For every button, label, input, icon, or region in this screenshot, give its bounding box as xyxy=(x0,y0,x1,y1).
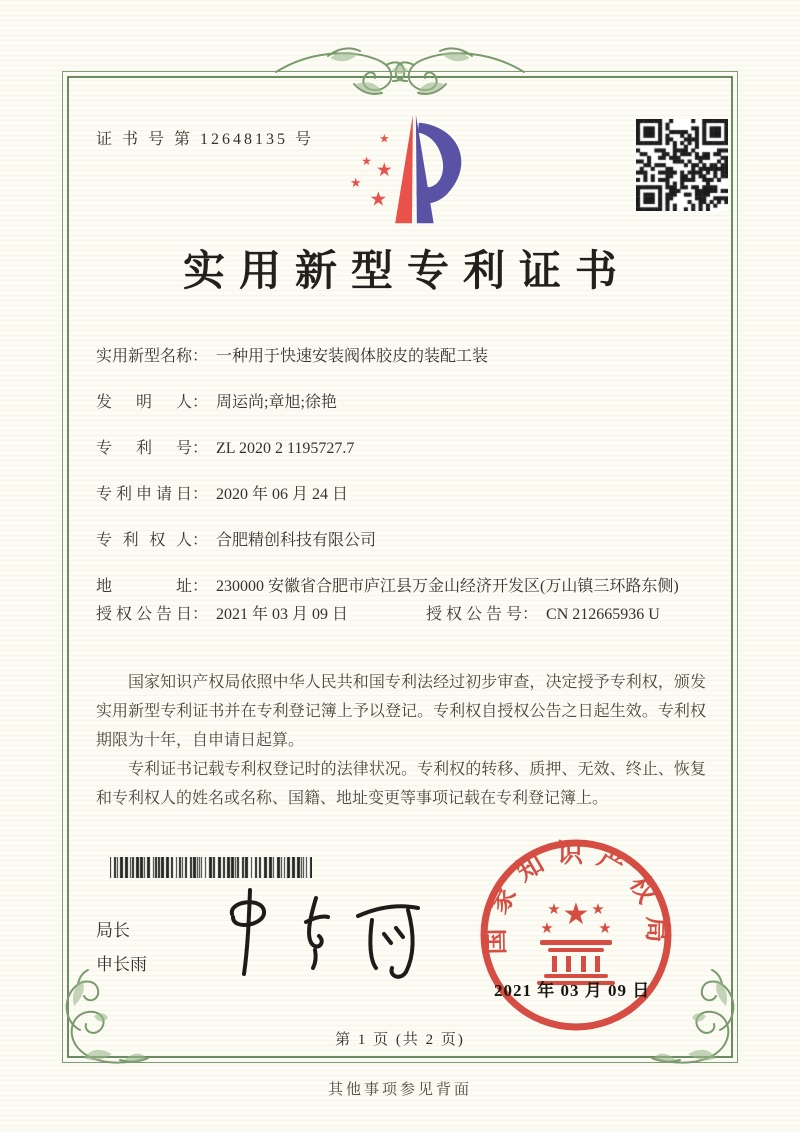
field-list xyxy=(96,344,696,648)
officer-title: 局长 xyxy=(96,921,130,940)
svg-text:★: ★ xyxy=(369,187,388,211)
field-row-patentee: 专利权人 ： 合肥精创科技有限公司 xyxy=(96,528,696,553)
field-value: 230000 安徽省合肥市庐江县万金山经济开发区(万山镇三环路东侧) xyxy=(216,578,679,595)
legal-paragraph-1: 国家知识产权局依照中华人民共和国专利法经过初步审查，决定授予专利权，颁发实用新型专利证书并在专利登记簿上予以登记。专利权自授权公告之日起生效。专利权期限为十年，自申请日起算。 xyxy=(96,674,706,749)
field-row-inventors: 发明人 ： 周运尚;章旭;徐艳 xyxy=(96,390,696,415)
legal-paragraph-2: 专利证书记载专利权登记时的法律状况。专利权的转移、质押、无效、终止、恢复和专利权人的姓名或名称、国籍、地址变更等事项记载在专利登记簿上。 xyxy=(96,761,706,807)
field-label: 地址 xyxy=(96,578,192,595)
seal-date: 2021 年 03 月 09 日 xyxy=(494,981,651,1000)
national-emblem-icon xyxy=(537,897,615,985)
field-row-name: 实用新型名称 ： 一种用于快速安装阀体胶皮的装配工装 xyxy=(96,344,696,369)
page-number: 第 1 页 (共 2 页) xyxy=(335,1032,465,1048)
svg-text:★: ★ xyxy=(591,900,605,918)
certificate-title: 实用新型专利证书 xyxy=(182,249,631,295)
field-row-patent-number: 专利号 ： ZL 2020 2 1195727.7 xyxy=(96,436,696,461)
svg-text:★: ★ xyxy=(379,131,390,146)
svg-text:★: ★ xyxy=(562,897,590,932)
field-label: 授权公告号 xyxy=(426,606,523,623)
field-row-grant: 授权公告日 ： 2021 年 03 月 09 日 授权公告号 ： CN 212665936 U xyxy=(96,602,696,627)
seal-text: 国家知识产权局 xyxy=(480,839,672,955)
field-value: 一种用于快速安装阀体胶皮的装配工装 xyxy=(216,348,489,365)
field-value: 周运尚;章旭;徐艳 xyxy=(216,394,337,411)
officer-block xyxy=(96,914,147,982)
field-label: 专利号 xyxy=(96,440,192,457)
back-side-note: 其他事项参见背面 xyxy=(327,1082,472,1098)
svg-text:★: ★ xyxy=(375,159,393,181)
barcode-icon xyxy=(110,857,312,878)
field-value: ZL 2020 2 1195727.7 xyxy=(216,440,355,457)
field-label: 专利申请日 xyxy=(96,486,192,503)
grant-number-value: CN 212665936 U xyxy=(546,606,660,623)
svg-text:★: ★ xyxy=(547,900,561,918)
legal-text xyxy=(96,668,706,813)
field-label: 专利权人 xyxy=(96,532,192,549)
field-row-filing-date: 专利申请日 ： 2020 年 06 月 24 日 xyxy=(96,482,696,507)
field-label: 发明人 xyxy=(96,394,192,411)
grant-date-value: 2021 年 03 月 09 日 xyxy=(216,606,349,623)
field-value: 合肥精创科技有限公司 xyxy=(216,532,377,549)
official-seal-icon xyxy=(477,836,675,1034)
cnipa-logo-icon xyxy=(333,110,481,232)
signature-icon xyxy=(212,884,432,984)
certificate-number: 证 书 号 第 12648135 号 xyxy=(96,131,315,148)
field-row-address: 地址 ： 230000 安徽省合肥市庐江县万金山经济开发区(万山镇三环路东侧) xyxy=(96,574,696,599)
qr-code-icon xyxy=(636,119,728,211)
svg-text:★: ★ xyxy=(540,919,554,937)
field-value: 2020 年 06 月 24 日 xyxy=(216,486,349,503)
svg-text:★: ★ xyxy=(598,919,612,937)
svg-text:★: ★ xyxy=(361,154,372,169)
svg-text:★: ★ xyxy=(349,175,362,191)
officer-name: 申长雨 xyxy=(96,955,147,974)
field-label: 授权公告日 xyxy=(96,606,192,623)
field-label: 实用新型名称 xyxy=(96,348,193,365)
